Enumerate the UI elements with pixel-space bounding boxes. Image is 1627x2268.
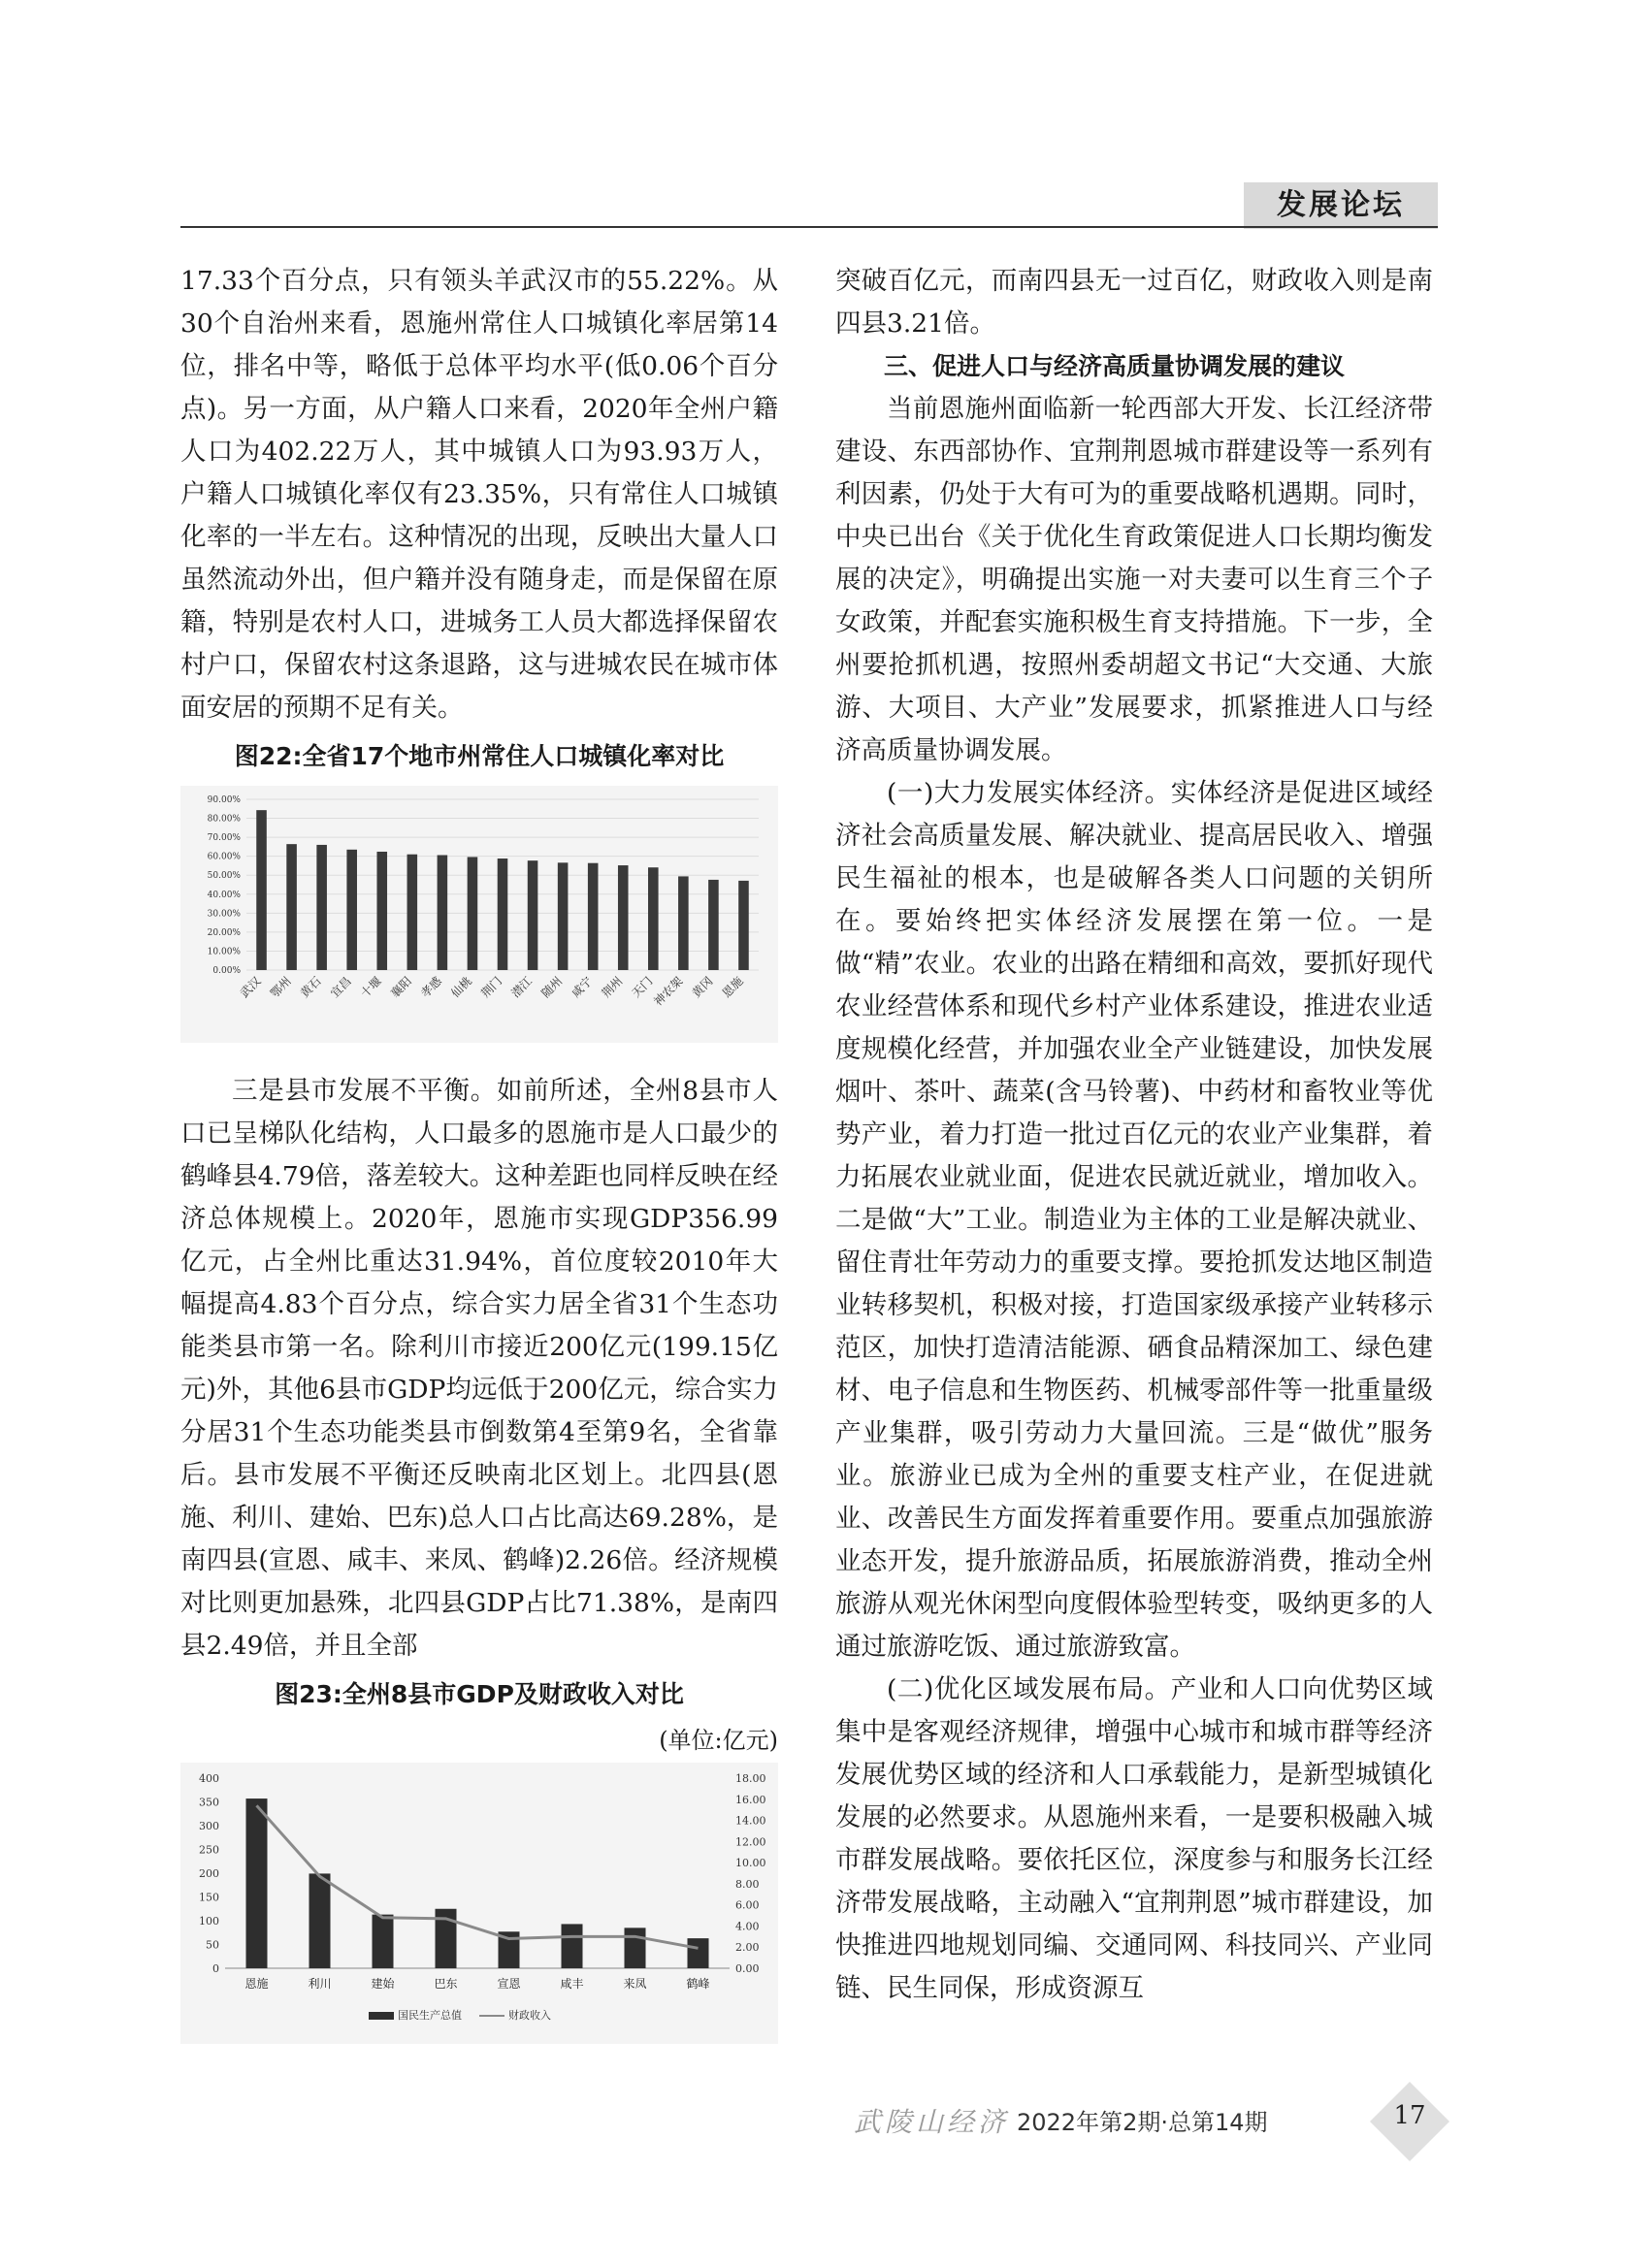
chart22-bar [286, 844, 297, 970]
figure-22-svg [180, 786, 778, 1043]
left-column [180, 260, 778, 2044]
chart23-yright-tick: 16.00 [735, 1793, 766, 1806]
chart23-xtick: 恩施 [244, 1977, 269, 1991]
issue-info: 2022年第2期·总第14期 [1017, 2109, 1268, 2136]
chart23-yleft-tick: 350 [199, 1796, 219, 1809]
figure-22-title: 图22:全省17个地市州常住人口城镇化率对比 [234, 742, 725, 770]
chart22-bar [618, 865, 629, 970]
chart23-xtick: 宣恩 [497, 1977, 521, 1991]
chart22-xtick: 鄂州 [267, 974, 294, 1001]
chart23-gdp-bar [625, 1928, 646, 1968]
chart23-gdp-bar [309, 1873, 331, 1968]
chart22-bar [498, 859, 508, 970]
section-3-heading: 三、促进人口与经济高质量协调发展的建议 [884, 352, 1346, 380]
chart22-bar [678, 876, 689, 970]
chart22-bar [346, 850, 357, 970]
figure-23-unit: (单位:亿元) [659, 1727, 778, 1754]
chart23-yright-tick: 14.00 [735, 1814, 766, 1828]
figure-23-chart [180, 1763, 778, 2044]
chart22-ytick: 60.00% [207, 852, 241, 862]
chart23-gdp-bar [688, 1938, 709, 1968]
chart23-legend-line-label: 财政收入 [508, 2009, 551, 2022]
chart23-gdp-bar [562, 1924, 583, 1968]
chart22-xtick: 咸宁 [569, 974, 596, 1001]
chart22-xtick: 仙桃 [448, 974, 475, 1001]
journal-name: 武陵山经济 [854, 2106, 1010, 2138]
left-paragraph-2: 三是县市发展不平衡。如前所述，全州8县市人口已呈梯队化结构，人口最多的恩施市是人口最少的鹤峰县4.79倍，落差较大。这种差距也同样反映在经济总体规模上。2020年，恩施市实现GDP356.99亿元，占全州比重达31.94%，首位度较2010年大幅提高4.83个百分点，综合实力居全省31个生态功能类县市第一名。除利川市接近200亿元(199.15亿元)外，其他6县市GDP均远低于200亿元，综合实力分居31个生态功能类县市倒数第4至第9名，全省靠后。县市发展不平衡还反映南北区划上。北四县(恩施、利川、建始、巴东)总人口占比高达69.28%，是南四县(宣恩、咸丰、来凤、鹤峰)2.26倍。经济规模对比则更加悬殊，北四县GDP占比71.38%，是南四县2.49倍，并且全部 [180, 1076, 778, 1661]
figure-23-title: 图23:全州8县市GDP及财政收入对比 [275, 1680, 684, 1708]
chart23-xtick: 巴东 [434, 1977, 458, 1991]
chart22-bar [438, 855, 448, 970]
right-column [835, 260, 1433, 2010]
chart22-ytick: 30.00% [207, 909, 241, 920]
chart23-yright-tick: 0.00 [735, 1962, 760, 1975]
right-paragraph-3: (一)大力发展实体经济。实体经济是促进区域经济社会高质量发展、解决就业、提高居民收入、增强民生福祉的根本，也是破解各类人口问题的关钥所在。要始终把实体经济发展摆在第一位。一是做“精”农业。农业的出路在精细和高效，要抓好现代农业经营体系和现代乡村产业体系建设，推进农业适度规模化经营，并加强农业全产业链建设，加快发展烟叶、茶叶、蔬菜(含马铃薯)、中药材和畜牧业等优势产业，着力打造一批过百亿元的农业产业集群，着力拓展农业就业面，促进农民就近就业，增加收入。二是做“大”工业。制造业为主体的工业是解决就业、留住青壮年劳动力的重要支撑。要抢抓发达地区制造业转移契机，积极对接，打造国家级承接产业转移示范区，加快打造清洁能源、硒食品精深加工、绿色建材、电子信息和生物医药、机械零部件等一批重量级产业集群，吸引劳动力大量回流。三是“做优”服务业。旅游业已成为全州的重要支柱产业，在促进就业、改善民生方面发挥着重要作用。要重点加强旅游业态开发，提升旅游品质，拓展旅游消费，推动全州旅游从观光休闲型向度假体验型转变，吸纳更多的人通过旅游吃饭、通过旅游致富。 [835, 778, 1433, 1662]
chart23-yright-tick: 10.00 [735, 1857, 766, 1870]
chart23-yleft-tick: 300 [199, 1820, 219, 1832]
chart22-ytick: 40.00% [207, 890, 241, 900]
chart23-gdp-bar [246, 1798, 268, 1968]
chart22-xtick: 荆门 [478, 974, 505, 1001]
chart22-bar [376, 852, 387, 970]
page-number: 17 [1393, 2101, 1426, 2130]
chart22-xtick: 荆州 [599, 974, 626, 1001]
left-paragraph-1: 17.33个百分点，只有领头羊武汉市的55.22%。从30个自治州来看，恩施州常住人口城镇化率居第14位，排名中等，略低于总体平均水平(低0.06个百分点)。另一方面，从户籍人口来看，2020年全州户籍人口为402.22万人，其中城镇人口为93.93万人，户籍人口城镇化率仅有23.35%，只有常住人口城镇化率的一半左右。这种情况的出现，反映出大量人口虽然流动外出，但户籍并没有随身走，而是保留在原籍，特别是农村人口，进城务工人员大都选择保留农村户口，保留农村这条退路，这与进城农民在城市体面安居的预期不足有关。 [180, 266, 778, 723]
chart23-xtick: 来凤 [623, 1977, 647, 1991]
chart22-xtick: 黄石 [297, 974, 324, 1001]
chart22-ytick: 70.00% [207, 833, 241, 844]
chart23-yleft-tick: 100 [199, 1915, 219, 1928]
chart22-xtick: 宜昌 [327, 974, 354, 1001]
chart22-xtick: 孝感 [418, 974, 445, 1001]
chart23-yleft-tick: 0 [212, 1962, 219, 1975]
chart22-xtick: 襄阳 [388, 974, 414, 1001]
chart23-xtick: 建始 [371, 1977, 395, 1991]
chart22-bar [468, 857, 478, 970]
chart22-ytick: 20.00% [207, 927, 241, 938]
chart23-legend-bar-swatch [369, 2012, 394, 2020]
chart22-xtick: 潜江 [508, 974, 536, 1001]
chart23-yright-tick: 2.00 [735, 1941, 760, 1955]
chart22-xtick: 十堰 [358, 974, 384, 1001]
chart22-ytick: 10.00% [207, 947, 241, 957]
chart22-xtick: 恩施 [719, 974, 746, 1001]
chart23-yleft-tick: 200 [199, 1867, 219, 1880]
right-paragraph-4: (二)优化区域发展布局。产业和人口向优势区域集中是客观经济规律，增强中心城市和城市群等经济发展优势区域的经济和人口承载能力，是新型城镇化发展的必然要求。从恩施州来看，一是要积极融入城市群发展战略。要依托区位，深度参与和服务长江经济带发展战略，主动融入“宜荆荆恩”城市群建设，加快推进四地规划同编、交通同网、科技同兴、产业同链、民生同保，形成资源互 [835, 1674, 1433, 2003]
chart22-xtick: 神农架 [651, 974, 686, 1009]
chart23-yright-tick: 8.00 [735, 1877, 760, 1891]
section-label: 发展论坛 [1244, 182, 1438, 229]
chart22-bar [588, 863, 599, 970]
chart23-gdp-bar [373, 1915, 394, 1968]
chart23-xtick: 鹤峰 [686, 1977, 710, 1991]
chart23-yright-tick: 12.00 [735, 1835, 766, 1849]
chart23-xtick: 利川 [308, 1977, 332, 1991]
right-paragraph-1: 突破百亿元，而南四县无一过百亿，财政收入则是南四县3.21倍。 [835, 266, 1433, 339]
chart22-ytick: 50.00% [207, 871, 241, 882]
page-footer [854, 2095, 1438, 2150]
chart23-yleft-tick: 50 [206, 1938, 219, 1952]
chart22-bar [558, 862, 569, 970]
chart22-ytick: 0.00% [212, 966, 241, 976]
chart22-bar [528, 860, 538, 970]
chart23-yleft-tick: 150 [199, 1891, 219, 1904]
chart22-ytick: 90.00% [207, 795, 241, 805]
chart23-yleft-tick: 400 [199, 1772, 219, 1785]
right-paragraph-2: 当前恩施州面临新一轮西部大开发、长江经济带建设、东西部协作、宜荆荆恩城市群建设等一系列有利因素，仍处于大有可为的重要战略机遇期。同时，中央已出台《关于优化生育政策促进人口长期均衡发展的决定》，明确提出实施一对夫妻可以生育三个子女政策，并配套实施积极生育支持措施。下一步，全州要抢抓机遇，按照州委胡超文书记“大交通、大旅游、大项目、大产业”发展要求，抓紧推进人口与经济高质量协调发展。 [835, 394, 1433, 765]
chart22-bar [708, 880, 719, 970]
chart23-yright-tick: 6.00 [735, 1898, 760, 1912]
chart22-ytick: 80.00% [207, 814, 241, 825]
chart22-bar [738, 881, 749, 970]
chart23-yright-tick: 4.00 [735, 1920, 760, 1933]
chart22-bar [256, 810, 267, 970]
figure-22-chart [180, 786, 778, 1043]
header-rule [180, 226, 1438, 228]
figure-23-svg [180, 1763, 778, 2044]
chart23-yleft-tick: 250 [199, 1843, 219, 1857]
chart23-xtick: 咸丰 [560, 1977, 584, 1991]
chart22-bar [648, 867, 659, 970]
chart22-xtick: 随州 [538, 974, 566, 1001]
chart22-bar [316, 845, 327, 970]
chart23-legend-bar-label: 国民生产总值 [398, 2009, 462, 2022]
chart23-yright-tick: 18.00 [735, 1772, 766, 1785]
chart22-xtick: 天门 [629, 974, 656, 1001]
chart22-xtick: 黄冈 [689, 974, 716, 1001]
chart22-xtick: 武汉 [237, 974, 264, 1001]
chart22-bar [407, 855, 418, 970]
